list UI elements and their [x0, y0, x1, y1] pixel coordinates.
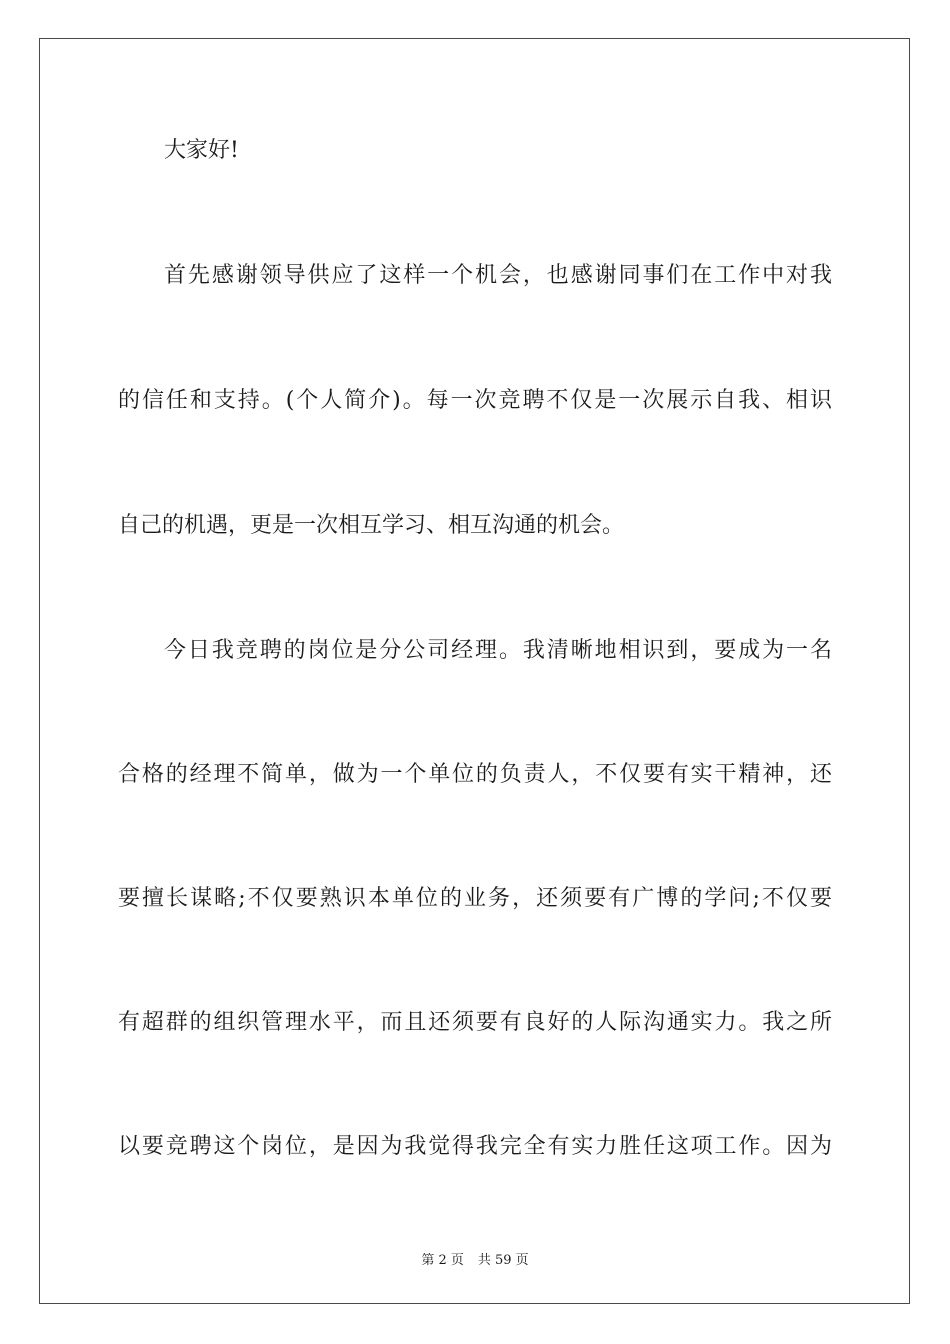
page-number: 第 2 页 — [421, 1253, 464, 1268]
page-total: 共 59 页 — [477, 1253, 529, 1268]
page-footer — [0, 1249, 950, 1268]
body-line: 首先感谢领导供应了这样一个机会，也感谢同事们在工作中对我 — [164, 263, 832, 288]
greeting-line: 大家好! — [164, 138, 239, 163]
body-line: 要擅长谋略;不仅要熟识本单位的业务，还须要有广博的学问;不仅要 — [118, 886, 832, 911]
body-line: 合格的经理不简单，做为一个单位的负责人，不仅要有实干精神，还 — [118, 762, 832, 787]
body-line: 以要竞聘这个岗位，是因为我觉得我完全有实力胜任这项工作。因为 — [118, 1134, 832, 1159]
body-line: 自己的机遇，更是一次相互学习、相互沟通的机会。 — [118, 513, 625, 538]
body-line: 今日我竞聘的岗位是分公司经理。我清晰地相识到，要成为一名 — [164, 638, 832, 663]
body-line: 的信任和支持。(个人简介)。每一次竞聘不仅是一次展示自我、相识 — [118, 388, 832, 413]
page-frame — [39, 38, 910, 1304]
body-line: 有超群的组织管理水平，而且还须要有良好的人际沟通实力。我之所 — [118, 1010, 832, 1035]
